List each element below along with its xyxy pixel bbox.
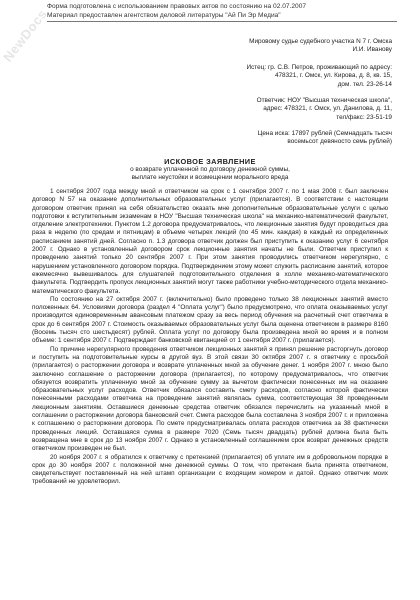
subtitle-line: о возврате уплаченной по договору денежной суммы, [130,166,290,173]
document-subtitle [100,166,320,182]
plaintiff-line: дом. тел. 23-26-14 [337,80,392,88]
claim-price-line: восемьсот девяносто семь рублей) [287,138,392,146]
plaintiff-line: 478321, г. Омск, ул. Кирова, д. 8, кв. 15, [274,72,392,80]
source-note-line: Материал предоставлен агентством деловой литературы "Ай Пи Эр Медиа" [47,11,281,19]
judge-name: И.И. Иванову [352,46,392,54]
source-note-line: Форма подготовлена с использованием правовых актов по состоянию на 02.07.2007 [47,3,307,10]
subtitle-line: выплате неустойки и возмещении морального вреда [131,174,289,182]
plaintiff-block [212,64,392,89]
defendant-line: адрес: 478321, г. Омск, ул. Данилова, д. 11, [263,105,392,113]
defendant-line: Ответчик: НОУ "Высшая техническая школа", [256,97,392,104]
source-note [47,3,397,22]
document-title: ИСКОВОЕ ЗАЯВЛЕНИЕ [164,157,256,166]
body-paragraph: По состоянию на 27 октября 2007 г. (включительно) было проведено только 38 лекционных занятий вместо положенных 64. Условиями договора (раздел 4 "Оплата услуг") было предусмотрено, что оплата оказываемых услуг производится единовременным авансовым платежом сразу за весь период обучения на расчетный счет ответчика в срок до 6 сентября 2007 г. Стоимость оказываемых образовательных услуг была оценена ответчиком в размере 8160 (Восемь тысяч сто шестьдесят) рублей. Оплата услуг по договору была произведена мной во время и в полном объеме: 1 сентября 2007 г. Подтверждает банковской квитанцией от 1 сентября 2007 г. (прилагается). [32,295,388,345]
watermark: NewDocs [0,6,51,65]
defendant-block [212,97,392,122]
claim-price-block [212,130,392,147]
addressee-block [212,38,392,55]
body-paragraph: 1 сентября 2007 года между мной и ответчиком на срок с 1 сентября 2007 г. по 1 мая 2008 г. был заключен договор N 57 на оказание дополнительных образовательных услуг (прилагается). В соответствии с настоящим договором ответчик принял на себя обязательство оказать мне дополнительные образовательные услуги с целью подготовки к вступительным экзаменам в НОУ "Высшая техническая школа" на механико-математический факультет, отделение электротехники. Пунктом 1.2 договора предусматривалось, что лекционные занятия будут проводиться два раза в неделю (по средам и пятницам) в объеме четырех лекций (по 45 мин. каждая) в каждый из определенных расписанием занятий дней. Согласно п. 1.3 договора ответчик должен был приступить к оказанию услуг 6 сентября 2007 г. Однако в установленный договором срок лекционные занятия начаты не были. Ответчик приступил к проведению занятий только 20 сентября 2007 г. При этом занятия проводились ответчиком нерегулярно, с нарушением установленного договором порядка. Подтверждением этому может служить расписание занятий, которое ежемесячно вывешивалось для слушателей подготовительного отделения в холле механико-математического факультета. Подтвердить пропуск лекционных занятий могут также работники учебно-методического отдела механико-математического факультета. [32,188,388,295]
body-paragraph: По причине нерегулярного проведения ответчиком лекционных занятий я принял решение расторгнуть договор и поступить на подготовительные курсы в другой вуз. В этой связи 30 октября 2007 г. я ответчику с просьбой (прилагается) о расторжении договора и возврате уплаченных мной за обучение денег. 1 ноября 2007 г. мною было заключено соглашение о расторжении договора (прилагается), по которому предусматривалось, что ответчик обязуется возвратить уплаченную мной за обучение сумму за вычетом фактически понесенных им на оказание образовательных услуг расходов. Ответчик обязался составить смету расходов, согласно которой фактически понесенными расходами ответчика на проведение занятий являлась сумма, соответствующая 38 проведенным лекционным занятиям. Оставшиеся денежные средства ответчик обязался перечислить на указанный мной в соглашении о расторжении договора банковский счет. Смета расходов была составлена 3 ноября 2007 г. и приложена к соглашению о расторжении договора. По смете предусматривалась оплата расходов ответчика за 38 фактически проведенных лекций. Оставшаяся сумма в размере 7020 (Семь тысяч двадцать) рублей должна была быть возвращена мне в срок до 13 ноября 2007 г. Однако в установленный соглашением срок возврат денежных средств ответчиком произведен не был. [32,345,388,453]
defendant-line: тел/факс: 23-51-19 [336,113,392,121]
court-name: Мировому судье судебного участка N 7 г. Омска [249,38,392,45]
document-body [32,188,388,487]
claim-price-line: Цена иска: 17897 рублей (Семнадцать тысяч [257,130,392,137]
body-paragraph: 20 ноября 2007 г. я обратился к ответчику с претензией (прилагается) об уплате им в добровольном порядке в срок до 30 ноября 2007 г. положенной мне денежной суммы. О том, что претензия была принята ответчиком, свидетельствует поставленный на ней штамп организации с входящим номером и датой. Однако ответчик моих требований не удовлетворил. [32,453,388,486]
plaintiff-line: Истец: гр. С.В. Петров, проживающий по адресу: [246,64,392,71]
